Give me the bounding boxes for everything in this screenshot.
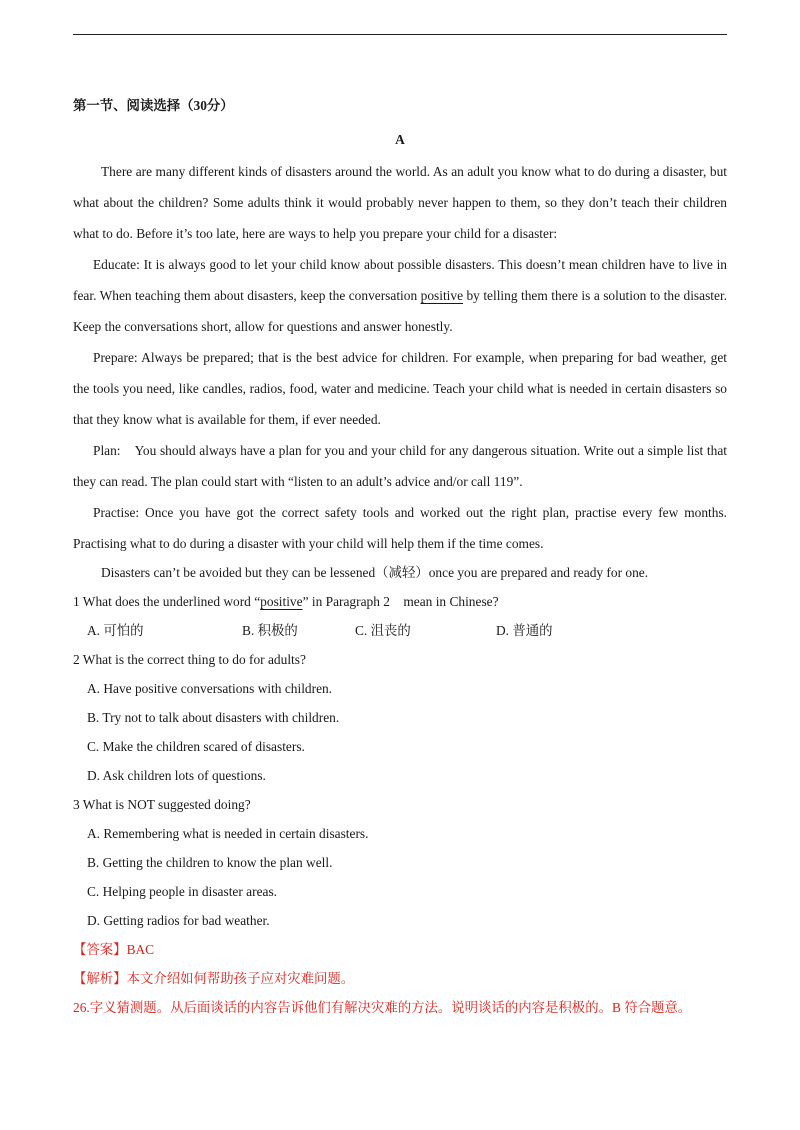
q26-explanation: 26.字义猜测题。从后面谈话的内容告诉他们有解决灾难的方法。说明谈话的内容是积极的。B 符合题意。: [73, 1000, 692, 1015]
option-c[interactable]: C. Make the children scared of disasters.: [87, 739, 305, 754]
option-d[interactable]: D. Getting radios for bad weather.: [87, 913, 270, 928]
question-stem: 3 What is NOT suggested doing?: [73, 797, 251, 812]
paragraph-closing: Disasters can’t be avoided but they can be lessened（减轻）once you are prepared and ready for one.: [101, 565, 649, 580]
passage-label: A: [395, 132, 405, 147]
option-c[interactable]: C. Helping people in disaster areas.: [87, 884, 278, 899]
question-2: [73, 645, 727, 790]
question-1-options: [73, 616, 727, 645]
educate-text-b: by telling them there is a solution to the disaster. Keep the conversations short, allow for questions and answer honestly.: [73, 288, 728, 334]
paragraph-practise: Practise: Once you have got the correct safety tools and worked out the right plan, practise every few months. Practising what to do during a disaster with your child will help them if the time comes.: [73, 505, 727, 551]
answer-value: BAC: [126, 942, 155, 957]
option-d[interactable]: D. 普通的: [496, 623, 553, 638]
answer-line: [73, 935, 727, 964]
question-stem: 2 What is the correct thing to do for adults?: [73, 652, 306, 667]
option-b[interactable]: B. Getting the children to know the plan well.: [87, 855, 333, 870]
option-d[interactable]: D. Ask children lots of questions.: [87, 768, 266, 783]
paragraph-plan: Plan: You should always have a plan for you and your child for any dangerous situation. Write out a simple list that they can read. The plan could start with “listen to an adult’s advice and/or call 119”.: [73, 443, 731, 489]
paragraph-prepare: Prepare: Always be prepared; that is the best advice for children. For example, when preparing for bad weather, get the tools you need, like candles, radios, food, water and medicine. Teach your child what is needed in certain disasters so that they know what is available for them, if ever needed.: [73, 350, 727, 427]
option-a[interactable]: A. Have positive conversations with children.: [87, 681, 333, 696]
educate-text-a: Educate: It is always good to let your child know about possible disasters. This doesn’t mean children have to live in fear. When teaching them about disasters, keep the conversation: [73, 257, 727, 303]
option-a[interactable]: A. 可怕的: [87, 623, 144, 638]
question-1-underlined-word: positive: [260, 594, 303, 609]
exam-page: [73, 96, 731, 1022]
option-a[interactable]: A. Remembering what is needed in certain disasters.: [87, 826, 369, 841]
question-3: [73, 790, 727, 935]
analysis-label: 【解析】: [73, 971, 127, 986]
question-1-stem-b: ” in Paragraph 2 mean in Chinese?: [302, 594, 499, 609]
answer-label: 【答案】: [73, 942, 127, 957]
analysis-text: 本文介绍如何帮助孩子应对灾难问题。: [126, 971, 355, 986]
underlined-word: positive: [420, 288, 464, 303]
paragraph-intro: There are many different kinds of disasters around the world. As an adult you know what to do during a disaster, but what about the children? Some adults think it would probably never happen to them, so they don’t teach their children what to do. Before it’s too late, here are ways to help you prepare your child for a disaster:: [73, 164, 727, 241]
option-b[interactable]: B. Try not to talk about disasters with children.: [87, 710, 340, 725]
paragraph-educate: [73, 249, 727, 342]
header-rule: [73, 34, 727, 35]
question-1: [73, 587, 727, 645]
answer-section: [73, 935, 727, 1022]
analysis-line: [73, 964, 727, 993]
question-stem: [73, 587, 727, 616]
option-b[interactable]: B. 积极的: [242, 623, 298, 638]
question-1-stem-a: 1 What does the underlined word “: [73, 594, 261, 609]
option-c[interactable]: C. 沮丧的: [355, 623, 411, 638]
section-title: 第一节、阅读选择（30分）: [73, 98, 234, 113]
